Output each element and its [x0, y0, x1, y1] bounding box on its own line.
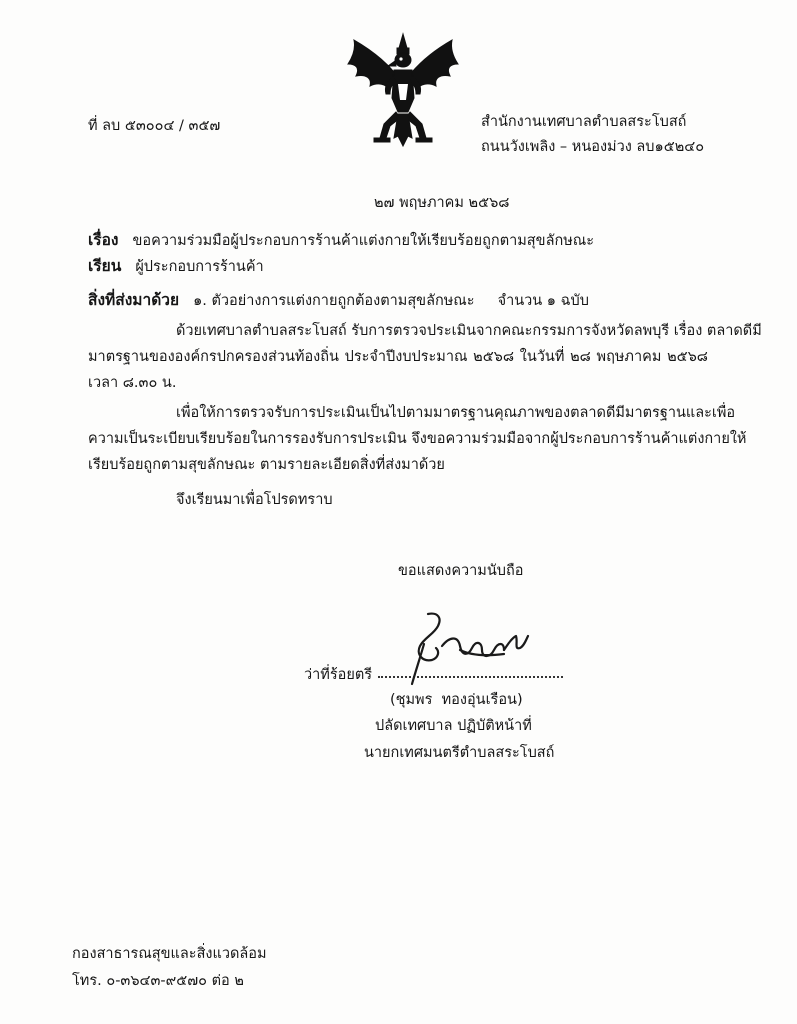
complimentary-close: ขอแสดงความนับถือ — [398, 563, 524, 579]
paragraph-line: เวลา ๘.๓๐ น. — [88, 375, 177, 391]
garuda-emblem-icon — [344, 28, 462, 150]
closing-line: จึงเรียนมาเพื่อโปรดทราบ — [176, 492, 333, 508]
signer-position-line-1: ปลัดเทศบาล ปฏิบัติหน้าที่ — [375, 718, 532, 734]
enclosure-text: ๑. ตัวอย่างการแต่งกายถูกต้องตามสุขลักษณะ จำนวน ๑ ฉบับ — [193, 293, 589, 309]
office-name: สำนักงานเทศบาลตำบลสระโบสถ์ — [481, 114, 687, 130]
signer-position-line-2: นายกเทศมนตรีตำบลสระโบสถ์ — [364, 745, 555, 761]
footer-department: กองสาธารณสุขและสิ่งแวดล้อม — [72, 946, 267, 962]
office-address: ถนนวังเพลิง – หนองม่วง ลบ๑๕๒๔๐ — [481, 139, 705, 155]
handwritten-signature — [398, 606, 533, 688]
footer-phone: โทร. ๐-๓๖๔๓-๙๕๗๐ ต่อ ๒ — [72, 973, 244, 989]
recipient-row — [88, 256, 264, 277]
body-paragraph-2 — [88, 400, 747, 478]
enclosure-row — [88, 290, 589, 311]
paragraph-line: มาตรฐานขององค์กรปกครองส่วนท้องถิ่น ประจำปีงบประมาณ ๒๕๖๘ ในวันที่ ๒๘ พฤษภาคม ๒๕๖๘ — [88, 349, 708, 365]
paragraph-line: ด้วยเทศบาลตำบลสระโบสถ์ รับการตรวจประเมินจากคณะกรรมการจังหวัดลพบุรี เรื่อง ตลาดดีมี — [176, 323, 762, 339]
signature-rank-label: ว่าที่ร้อยตรี — [304, 667, 373, 683]
subject-label: เรื่อง — [88, 231, 119, 249]
paragraph-line: ความเป็นระเบียบเรียบร้อยในการรองรับการประเมิน จึงขอความร่วมมือจากผู้ประกอบการร้านค้าแต่งกายให้ — [88, 431, 747, 447]
paragraph-line: เพื่อให้การตรวจรับการประเมินเป็นไปตามมาตรฐานคุณภาพของตลาดดีมีมาตรฐานและเพื่อ — [176, 405, 736, 421]
subject-text: ขอความร่วมมือผู้ประกอบการร้านค้าแต่งกายให้เรียบร้อยถูกตามสุขลักษณะ — [132, 233, 595, 249]
recipient-text: ผู้ประกอบการร้านค้า — [135, 259, 264, 275]
document-number: ที่ ลบ ๕๓๐๐๔ / ๓๕๗ — [88, 118, 221, 134]
enclosure-label: สิ่งที่ส่งมาด้วย — [88, 291, 180, 309]
letter-date: ๒๗ พฤษภาคม ๒๕๖๘ — [374, 195, 510, 211]
signer-name: (ชุมพร ทองอุ่นเรือน) — [390, 692, 523, 708]
paragraph-line: เรียบร้อยถูกตามสุขลักษณะ ตามรายละเอียดสิ่งที่ส่งมาด้วย — [88, 457, 445, 473]
recipient-label: เรียน — [88, 257, 122, 275]
body-paragraph-1 — [88, 318, 762, 396]
subject-row — [88, 230, 594, 251]
